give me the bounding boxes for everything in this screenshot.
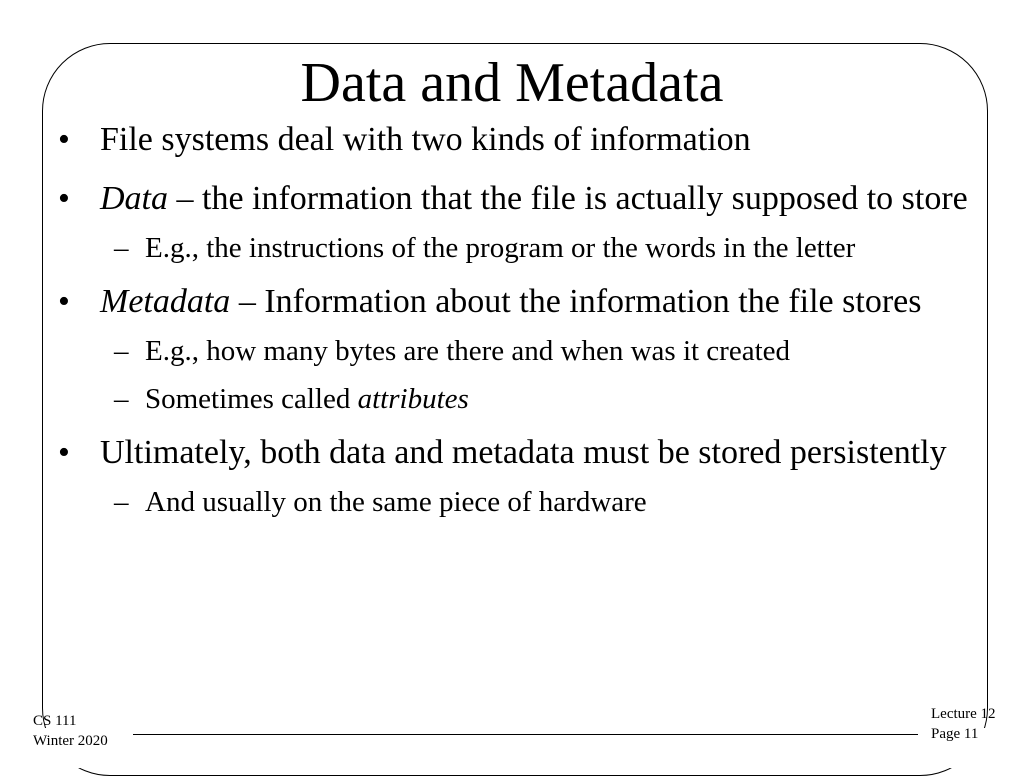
bullet-text: File systems deal with two kinds of information: [100, 121, 751, 158]
footer-course-info: [33, 711, 108, 751]
bullet-marker: •: [58, 121, 70, 158]
sub-bullet-term: attributes: [357, 383, 469, 415]
dash-marker: –: [114, 383, 129, 415]
bullet-text: – the information that the file is actually supposed to store: [168, 180, 968, 217]
sub-bullet-text: E.g., the instructions of the program or the words in the letter: [145, 232, 856, 264]
page-number: Page 11: [931, 726, 979, 742]
footer-rule: [133, 734, 918, 735]
slide-title: Data and Metadata: [300, 52, 724, 114]
slide-content: [56, 116, 976, 522]
dash-marker: –: [114, 486, 129, 518]
bullet-term: Metadata: [100, 283, 231, 320]
bullet-term: Data: [100, 180, 168, 217]
bullet-item: [56, 116, 976, 163]
sub-bullet-text: Sometimes called: [145, 383, 358, 415]
sub-bullet-text: E.g., how many bytes are there and when was it created: [145, 335, 791, 367]
dash-marker: –: [114, 335, 129, 367]
sub-bullet-item: [56, 379, 976, 419]
sub-bullet-text: And usually on the same piece of hardware: [145, 486, 647, 518]
sub-bullet-item: [56, 482, 976, 522]
sub-bullet-item: [56, 331, 976, 371]
lecture-label: Lecture 12: [931, 706, 996, 722]
bullet-marker: •: [58, 283, 70, 320]
bullet-item: [56, 175, 976, 222]
sub-bullet-item: [56, 228, 976, 268]
dash-marker: –: [114, 232, 129, 264]
footer-page-info: [931, 704, 996, 744]
bullet-text: Ultimately, both data and metadata must be stored persistently: [100, 434, 947, 471]
bullet-marker: •: [58, 434, 70, 471]
bullet-text: – Information about the information the file stores: [230, 283, 922, 320]
bullet-item: [56, 429, 976, 476]
bullet-marker: •: [58, 180, 70, 217]
term-label: Winter 2020: [33, 733, 108, 749]
course-label: CS 111: [33, 713, 77, 729]
bullet-item: [56, 278, 976, 325]
